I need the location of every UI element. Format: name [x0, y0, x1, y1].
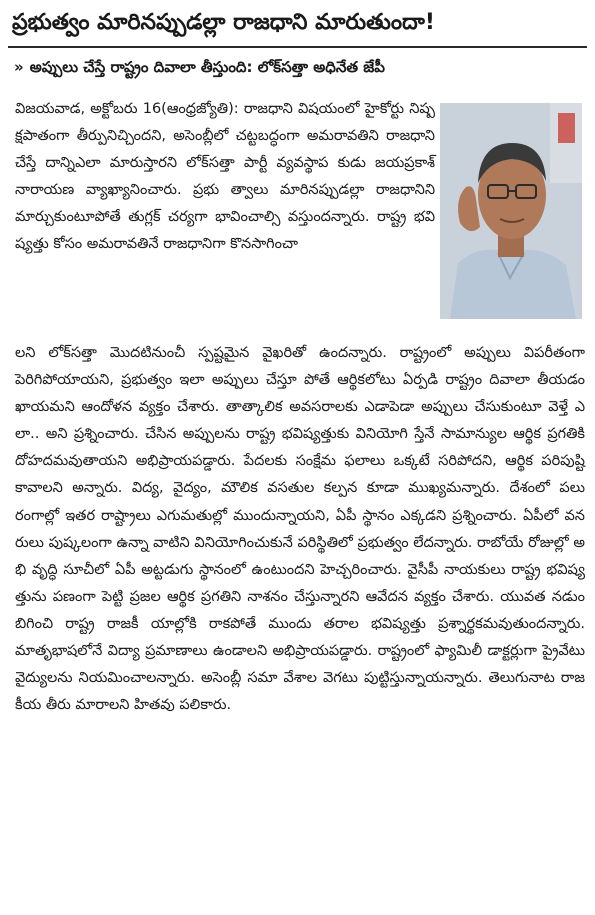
backdrop-poster	[558, 113, 575, 143]
subheadline-text: అప్పులు చేస్తే రాష్ట్రం దివాలా తీస్తుంది: లోక్‌సత్తా అధినేత జేపీ	[29, 58, 385, 76]
portrait-illustration	[440, 103, 582, 319]
article-subheadline	[14, 54, 584, 80]
headline-divider	[8, 46, 587, 48]
double-chevron-icon: »	[14, 58, 24, 76]
article-body-column: విజయవాడ, అక్టోబరు 16(ఆంధ్రజ్యోతి): రాజధాని విషయంలో హైకోర్టు నిష్పక్షపాతంగా తీర్పునిచ్చిందని, అసెంబ్లీలో చట్టబద్ధంగా అమరావతిని రాజధాని చేస్తే దాన్నిఎలా మారుస్తారని లోక్‌సత్తా పార్టీ వ్యవస్థాప కుడు జయప్రకాశ్ నారాయణ వ్యాఖ్యానించారు. ప్రభు త్వాలు మారినప్పుడల్లా రాజధానిని మార్చుకుంటూపోతే తుగ్లక్ చర్యగా భావించాల్సి వస్తుందన్నారు. రాష్ట్ర భవి ష్యత్తు కోసం అమరావతినే రాజధానిగా కొనసాగించా	[15, 101, 435, 253]
article-body-full-width: లని లోక్‌సత్తా మొదటినుంచీ స్పష్టమైన వైఖరితో ఉందన్నారు. రాష్ట్రంలో అప్పులు విపరీతంగా పెరిగిపోయాయని, ప్రభుత్వం ఇలా అప్పులు చేస్తూ పోతే ఆర్థికలోటు ఏర్పడి రాష్ట్రం దివాలా తీయడం ఖాయమని ఆందోళన వ్యక్తం చేశారు. తాత్కాలిక అవసరాలకు ఎడాపెడా అప్పులు చేసుకుంటూ వెళ్తే ఎలా.. అని ప్రశ్నించారు. చేసిన అప్పులను రాష్ట్ర భవిష్యత్తుకు వినియోగి స్తేనే సామాన్యుల ఆర్థిక ప్రగతికి దోహదమవుతాయని అభిప్రాయపడ్డారు. పేదలకు సంక్షేమ ఫలాలు ఒక్కటే సరిపోదని, ఆర్థిక పరిపుష్టి కావాలని అన్నారు. విద్య, వైద్యం, మౌలిక వసతుల కల్పన కూడా ముఖ్యమన్నారు. దేశంలో పలు రంగాల్లో ఇతర రాష్ట్రాలు ఎగుమతుల్లో ముందున్నాయని, ఏపీ స్థానం ఎక్కడని ప్రశ్నించారు. ఏపీలో వనరులు పుష్కలంగా ఉన్నా వాటిని వినియోగించుకునే పరిస్థితిలో ప్రభుత్వం లేదన్నారు. రాబోయే రోజుల్లో అభి వృద్ధి సూచీలో ఏపీ అట్టడుగు స్థానంలో ఉంటుందని హెచ్చరించారు. వైసీపీ నాయకులు రాష్ట్ర భవిష్యత్తును పణంగా పెట్టి ప్రజల ఆర్థిక ప్రగతిని నాశనం చేస్తున్నారని ఆవేదన వ్యక్తం చేశారు. యువత నడుం బిగించి రాష్ట్ర రాజకీ యాల్లోకి రాకపోతే ముందు తరాల భవిష్యత్తు ప్రశ్నార్థకమవుతుందన్నారు. మాతృభాషలోనే విద్యా ప్రమాణాలు ఉండాలని అభిప్రాయపడ్డారు. రాష్ట్రంలో ఫ్యామిలీ డాక్టర్లుగా ప్రైవేటు వైద్యులను నియమించాలన్నారు. అసెంబ్లీ సమా వేశాల వెగటు పుట్టిస్తున్నాయన్నారు. తెలుగునాట రాజకీయ తీరు మారాలని హితవు పలికారు.	[15, 345, 585, 714]
portrait-photo	[440, 103, 582, 319]
article-headline: ప్రభుత్వం మారినప్పుడల్లా రాజధాని మారుతుందా!	[12, 10, 435, 35]
shirt	[450, 250, 576, 319]
